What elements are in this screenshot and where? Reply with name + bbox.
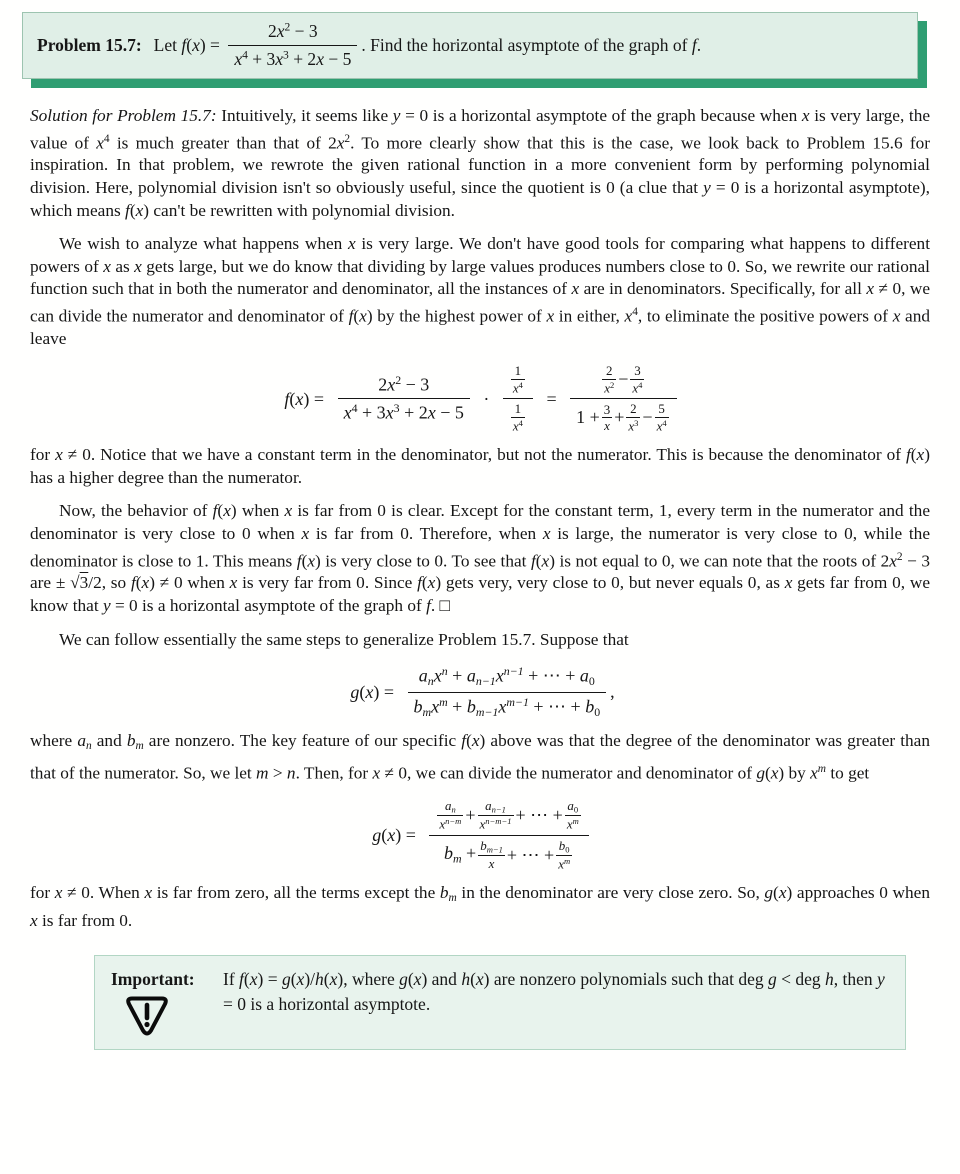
important-box [94, 955, 906, 1050]
solution-paragraph-3: Now, the behavior of f(x) when x is far from 0 is clear. Except for the constant term, 1, every term in the numerator and the denominator is very close to 0 when x is far from 0. Therefore, when x is large, the numerator is very close to 0, while the denominator is close to 1. This means f(x) is very close to 0. To see that f(x) is not equal to 0, we can note that the roots of $2x^2 - 3$ are ± √3/2, so f(x) ≠ 0 when x is very far from 0. Since f(x) gets very, very close to 0, but never equals 0, as x gets far from 0, we know that y = 0 is a horizontal asymptote of the graph of f. □ [30, 501, 930, 616]
warning-exclamation-icon [125, 995, 169, 1037]
problem-box [22, 12, 918, 79]
problem-statement: Let f(x) = $\frac{2x^2 - 3}{x^4 + 3x^3 + 2x - 5}$ . Find the horizontal asymptote of the graph of f. [153, 21, 702, 69]
fraction-fx: $\frac{2x^2 - 3}{x^4 + 3x^3 + 2x - 5}$ [228, 20, 357, 71]
solution-paragraph-2b: for x ≠ 0. Notice that we have a constant term in the denominator, but not the numerator. This is because the denominator of f(x) has a higher degree than the numerator. [30, 445, 930, 487]
solution-paragraph-2: We wish to analyze what happens when x is very large. We don't have good tools for comparing what happens to different powers of x as x gets large, but we do know that dividing by large values produces numbers close to 0. So, we rewrite our rational function such that in both the numerator and denominator, all the instances of x are in denominators. Specifically, for all x ≠ 0, we can divide the numerator and denominator of f(x) by the highest power of x in either, $x^4$, to eliminate the positive powers of x and leave [30, 234, 931, 348]
solution-paragraph-1: Solution for Problem 15.7: Intuitively, it seems like y = 0 is a horizontal asymptote of the graph because when x is very large, the value of $x^4$ is much greater than that of $2x^2$. To more clearly show that this is the case, we look back to Problem 15.6 for inspiration. In that problem, we rewrote the given rational function in a more convenient form by performing polynomial division. Here, polynomial division isn't so obviously useful, since the quotient is 0 (a clue that y = 0 is a horizontal asymptote), which means f(x) can't be rewritten with polynomial division. [30, 106, 931, 220]
important-label: Important: [111, 968, 195, 989]
problem-label: Problem 15.7: [37, 35, 142, 55]
fraction-fx-original: $\frac{2x^2 - 3}{x^4 + 3x^3 + 2x - 5}$ [338, 373, 470, 424]
generalization-paragraph: where $a_n$ and $b_m$ are nonzero. The key feature of our specific f(x) above was that the degree of the denominator was greater than that of the numerator. So, we let m > n. Then, for x ≠ 0, we can divide the numerator and denominator of g(x) by $x^m$ to get [30, 731, 930, 783]
multiplication-dot: · [483, 388, 490, 409]
fraction-gx-divided: $\frac{a_n}{x^{n-m}}$ + $\frac{a_{n-1}}{x^{n-m-1}}$ + ⋯ + $\frac{a_0}{x^m}$ $b_m$ + $\frac{b_{m-1}}{x}$ + ⋯ + $\frac{b_0}{x^m}$ [429, 798, 588, 872]
fraction-fx-simplified: $\frac{2}{x^2}$ − $\frac{3}{x^4}$ 1 + $\frac{3}{x}$ + $\frac{2}{x^3}$ − $\frac{5}{x^4}$ [570, 363, 677, 434]
important-text: If f(x) = g(x)/h(x), where g(x) and h(x) are nonzero polynomials such that deg g < deg h, then y = 0 is a horizontal asymptote. [223, 968, 885, 1014]
conclusion-paragraph: for x ≠ 0. When x is far from zero, all the terms except the $b_m$ in the denominator are very close zero. So, g(x) approaches 0 when x is far from 0. [30, 883, 930, 930]
fraction-one-over-x4-ratio: $\frac{\frac{1}{x^4}}{\frac{1}{x^4}}$ [503, 363, 533, 434]
equation-gx-general: g(x) = $a_nx^n + a_{n-1}x^{n-1}$ + ⋯ + $a_0$ $b_mx^m + b_{m-1}x^{m-1}$ + ⋯ + $b_0$ , [350, 664, 615, 719]
fraction-gx-general: $a_nx^n + a_{n-1}x^{n-1}$ + ⋯ + $a_0$ $b_mx^m + b_{m-1}x^{m-1}$ + ⋯ + $b_0$ [408, 664, 607, 720]
generalization-intro: We can follow essentially the same steps to generalize Problem 15.7. Suppose that [59, 629, 629, 649]
important-label-column [111, 967, 217, 1037]
equation-gx-divided: g(x) = $\frac{a_n}{x^{n-m}}$ + $\frac{a_{n-1}}{x^{n-m-1}}$ + ⋯ + $\frac{a_0}{x^m}$ $b_m$ + $\frac{b_{m-1}}{x}$ + ⋯ + $\frac{b_0}{x^m}$ [30, 798, 930, 872]
equation-fx-rewrite: f(x) = $\frac{2x^2 - 3}{x^4 + 3x^3 + 2x - 5}$ · $\frac{\frac{1}{x^4}}{\frac{1}{x^4}}$ = $\frac{2}{x^2}$ − $\frac{3}{x^4}$ 1 + $\frac{3}{x}$ + $\frac{2}{x^3}$ − $\frac{5}{x^4}$ [30, 363, 930, 434]
